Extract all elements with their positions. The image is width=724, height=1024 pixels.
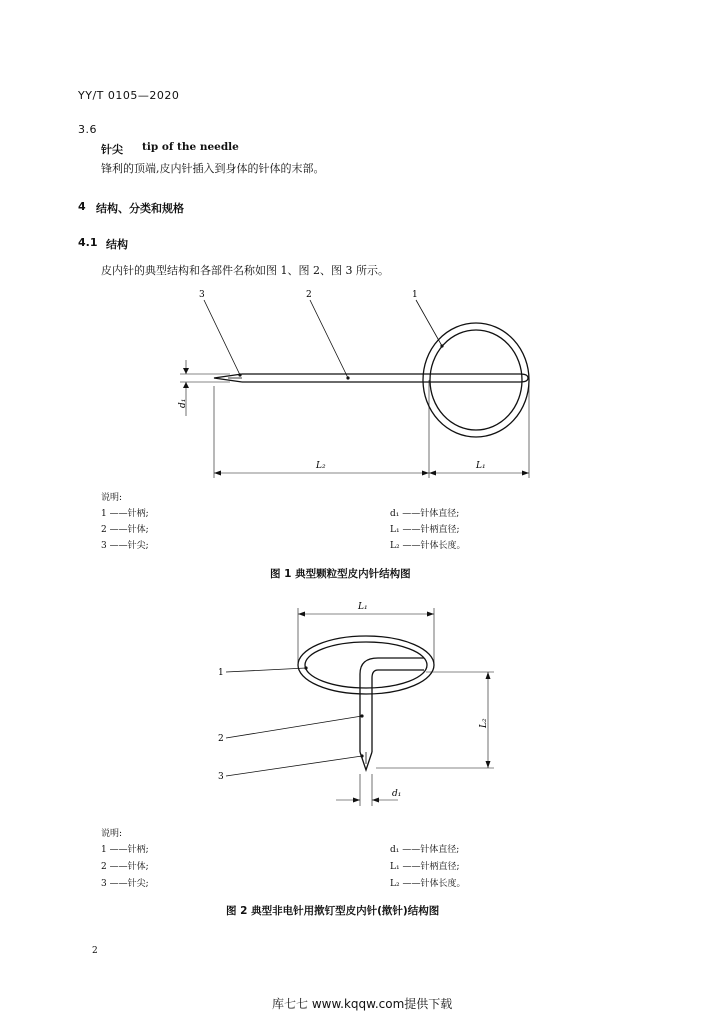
term-chinese: 针尖 [101,143,123,156]
section-4-1-title: 结构 [106,238,128,251]
fig2-legend-L2: L₂ ——针体长度。 [390,879,466,889]
fig1-legend-1: 1 ——针柄; [101,509,149,519]
fig1-needle-body [242,374,528,382]
footer-download-link[interactable]: 库七七 www.kqqw.com提供下载 [272,997,453,1011]
fig2-legend-title: 说明: [101,829,123,839]
fig1-legend-2: 2 ——针体; [101,525,149,535]
fig1-callout-2: 2 [306,290,312,300]
fig2-dim-d1: d₁ [392,789,402,799]
fig1-legend-3: 3 ——针尖; [101,541,149,551]
fig1-legend-d1: d₁ ——针体直径; [390,509,460,519]
standard-number: YY/T 0105—2020 [78,89,180,102]
page-number: 2 [92,946,98,956]
term-definition: 锋利的顶端,皮内针插入到身体的针体的末部。 [101,162,325,175]
fig2-legend-1: 1 ——针柄; [101,845,149,855]
fig1-dim-d1: d₁ [178,398,188,408]
fig2-legend-3: 3 ——针尖; [101,879,149,889]
fig2-legend-d1: d₁ ——针体直径; [390,845,460,855]
fig1-legend-L2: L₂ ——针体长度。 [390,541,466,551]
figure-2-caption: 图 2 典型非电针用揿钉型皮内针(揿针)结构图 [226,905,440,917]
fig2-callout-2: 2 [218,734,224,744]
fig2-legend-L1: L₁ ——针柄直径; [390,862,460,872]
figure-1-drawing [170,286,550,486]
fig1-ring-inner [430,330,522,430]
fig1-legend-title: 说明: [101,493,123,503]
section-4-1-number: 4.1 [78,236,98,249]
fig1-legend-L1: L₁ ——针柄直径; [390,525,460,535]
figure-2-drawing [212,598,512,810]
fig1-dim-L1: L₁ [476,461,486,471]
fig2-callout-1: 1 [218,668,224,678]
figure-1-caption: 图 1 典型颗粒型皮内针结构图 [270,568,411,580]
section-4-number: 4 [78,200,86,213]
fig1-dim-L2: L₂ [316,461,326,471]
section-4-1-text: 皮内针的典型结构和各部件名称如图 1、图 2、图 3 所示。 [101,264,389,277]
section-4-title: 结构、分类和规格 [96,202,184,215]
clause-number-3-6: 3.6 [78,123,97,136]
fig2-callout-3: 3 [218,772,224,782]
fig2-dim-L2: L₂ [479,718,489,728]
fig2-ring-outer [298,636,434,694]
fig2-ring-inner [305,642,427,688]
term-english: tip of the needle [142,141,239,153]
fig2-dim-L1: L₁ [358,602,368,612]
fig1-callout-3: 3 [199,290,205,300]
fig1-callout-1: 1 [412,290,418,300]
fig2-legend-2: 2 ——针体; [101,862,149,872]
